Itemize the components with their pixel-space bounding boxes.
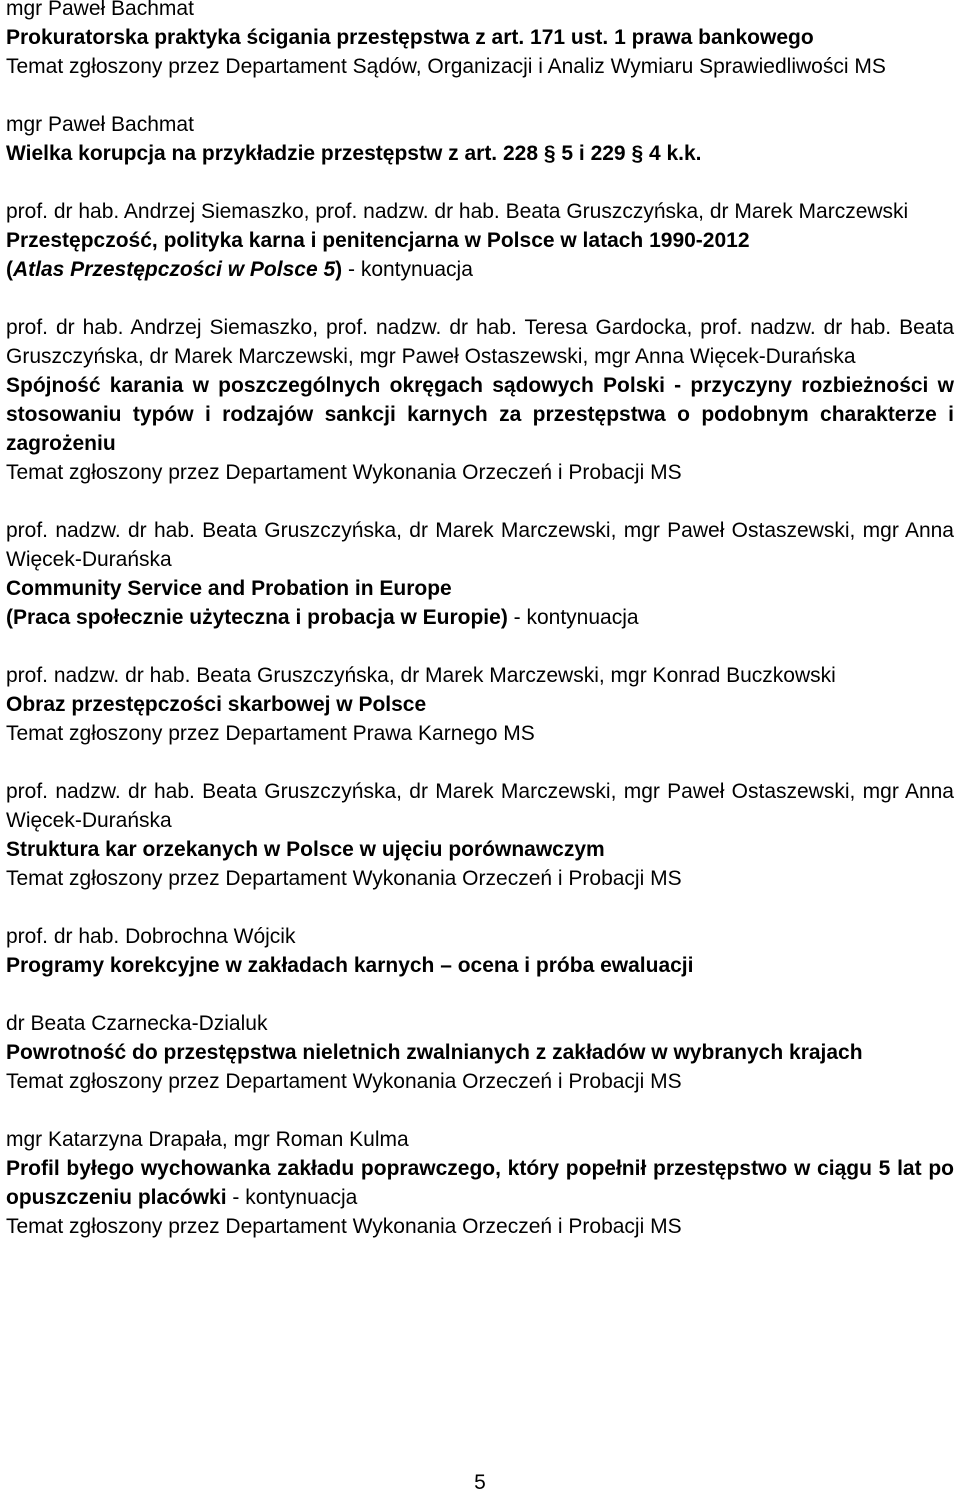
section-sign: §: [631, 142, 644, 165]
continuation-label: - kontynuacja: [342, 258, 473, 281]
entry-title-translation: [6, 603, 954, 632]
research-entry: [6, 922, 954, 980]
entry-title: Spójność karania w poszczególnych okręgach sądowych Polski - przyczyny rozbieżności w stosowaniu typów i rodzajów sankcji karnych za przestępstwa o podobnym charakterze i zagrożeniu: [6, 374, 954, 455]
section-sign: §: [543, 142, 556, 165]
title-segment: 4 k.k.: [643, 142, 702, 165]
entry-authors: prof. dr hab. Andrzej Siemaszko, prof. nadzw. dr hab. Beata Gruszczyńska, dr Marek Marczewski: [6, 200, 909, 223]
entry-authors: prof. dr hab. Dobrochna Wójcik: [6, 925, 296, 948]
research-entry: [6, 110, 954, 168]
research-entry: [6, 1009, 954, 1096]
title-text: Profil byłego wychowanka zakładu poprawczego, który popełnił przestępstwo w ciągu 5 lat po opuszczeniu placówki: [6, 1157, 954, 1209]
entry-title: Community Service and Probation in Europe: [6, 577, 452, 600]
entry-authors: dr Beata Czarnecka-Dzialuk: [6, 1012, 268, 1035]
entry-title: Prokuratorska praktyka ścigania przestępstwa z art. 171 ust. 1 prawa bankowego: [6, 26, 814, 49]
entry-note: Temat zgłoszony przez Departament Sądów, Organizacji i Analiz Wymiaru Sprawiedliwości MS: [6, 55, 886, 78]
entry-authors: mgr Katarzyna Drapała, mgr Roman Kulma: [6, 1128, 409, 1151]
translated-title: (Praca społecznie użyteczna i probacja w Europie): [6, 606, 508, 629]
entry-title: [6, 139, 954, 168]
paren-open: (: [6, 258, 13, 281]
continuation-label: - kontynuacja: [226, 1186, 358, 1209]
entry-title: Przestępczość, polityka karna i penitencjarna w Polsce w latach 1990-2012: [6, 229, 750, 252]
entry-title: Programy korekcyjne w zakładach karnych – ocena i próba ewaluacji: [6, 954, 694, 977]
entry-note: Temat zgłoszony przez Departament Wykonania Orzeczeń i Probacji MS: [6, 1215, 682, 1238]
research-entry: [6, 516, 954, 632]
research-entry: [6, 1125, 954, 1241]
atlas-title: Atlas Przestępczości w Polsce 5: [13, 258, 336, 281]
entry-authors: mgr Paweł Bachmat: [6, 0, 194, 20]
page-number: 5: [474, 1471, 486, 1494]
entry-authors: prof. nadzw. dr hab. Beata Gruszczyńska, dr Marek Marczewski, mgr Paweł Ostaszewski, mgr Anna Więcek-Durańska: [6, 519, 954, 571]
research-entry: [6, 197, 954, 284]
entry-title: Struktura kar orzekanych w Polsce w ujęciu porównawczym: [6, 838, 605, 861]
entry-title: Powrotność do przestępstwa nieletnich zwalnianych z zakładów w wybranych krajach: [6, 1041, 863, 1064]
entry-note: Temat zgłoszony przez Departament Prawa Karnego MS: [6, 722, 535, 745]
entry-authors: mgr Paweł Bachmat: [6, 113, 194, 136]
entry-authors: prof. nadzw. dr hab. Beata Gruszczyńska, dr Marek Marczewski, mgr Paweł Ostaszewski, mgr Anna Więcek-Durańska: [6, 780, 954, 832]
entry-authors: prof. dr hab. Andrzej Siemaszko, prof. nadzw. dr hab. Teresa Gardocka, prof. nadzw. dr hab. Beata Gruszczyńska, dr Marek Marczewski, mgr Paweł Ostaszewski, mgr Anna Więcek-Durańska: [6, 316, 954, 368]
entry-title: [6, 1154, 954, 1212]
research-entry: [6, 0, 954, 81]
paren-close: ): [335, 258, 343, 281]
title-segment: Wielka korupcja na przykładzie przestępstw z art. 228: [6, 142, 544, 165]
entry-title-subtitle: [6, 255, 954, 284]
title-segment: 5 i 229: [555, 142, 632, 165]
research-entry: [6, 777, 954, 893]
entry-authors: prof. nadzw. dr hab. Beata Gruszczyńska, dr Marek Marczewski, mgr Konrad Buczkowski: [6, 664, 836, 687]
entry-title: Obraz przestępczości skarbowej w Polsce: [6, 693, 427, 716]
research-entry: [6, 661, 954, 748]
entry-note: Temat zgłoszony przez Departament Wykonania Orzeczeń i Probacji MS: [6, 867, 682, 890]
research-entry: [6, 313, 954, 487]
entry-note: Temat zgłoszony przez Departament Wykonania Orzeczeń i Probacji MS: [6, 1070, 682, 1093]
continuation-label: - kontynuacja: [507, 606, 639, 629]
document-page: [6, 0, 954, 1270]
entry-note: Temat zgłoszony przez Departament Wykonania Orzeczeń i Probacji MS: [6, 461, 682, 484]
